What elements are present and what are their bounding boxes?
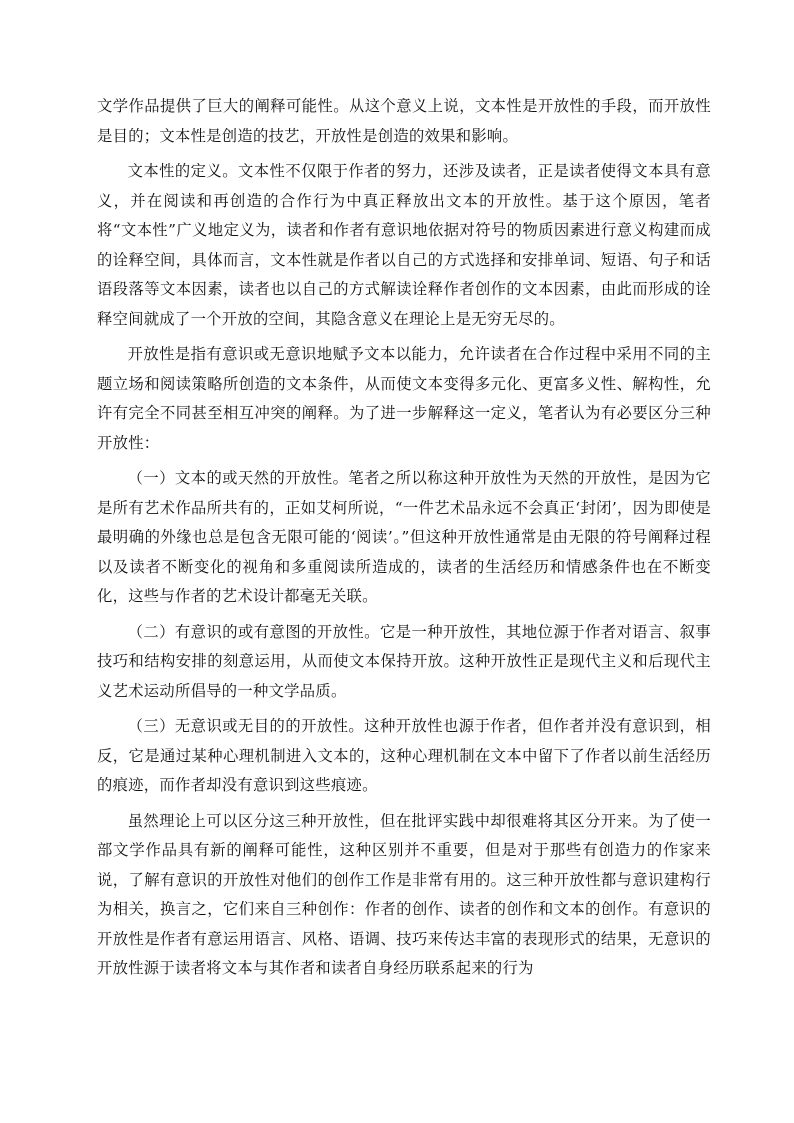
paragraph-openness-definition: 开放性是指有意识或无意识地赋予文本以能力，允许读者在合作过程中采用不同的主题立场和阅读策略所创造的文本条件，从而使文本变得多元化、更富多义性、解构性，允许有完全不同甚至相互冲突的阐释。为了进一步解释这一定义，笔者认为有必要区分三种开放性： bbox=[97, 345, 711, 452]
paragraph-intentional-openness: （二）有意识的或有意图的开放性。它是一种开放性，其地位源于作者对语言、叙事技巧和结构安排的刻意运用，从而使文本保持开放。这种开放性正是现代主义和后现代主义艺术运动所倡导的一种文学品质。 bbox=[97, 622, 711, 700]
paragraph-unconscious-openness: （三）无意识或无目的的开放性。这种开放性也源于作者，但作者并没有意识到，相反，它是通过某种心理机制进入文本的，这种心理机制在文本中留下了作者以前生活经历的痕迹，而作者却没有意识到这些痕迹。 bbox=[97, 717, 711, 794]
paragraph-textuality-definition: 文本性的定义。文本性不仅限于作者的努力，还涉及读者，正是读者使得文本具有意义，并在阅读和再创造的合作行为中真正释放出文本的开放性。基于这个原因，笔者将“文本性”广义地定义为，读者和作者有意识地依据对符号的物质因素进行意义构建而成的诠释空间，具体而言，文本性就是作者以自己的方式选择和安排单词、短语、句子和话语段落等文本因素，读者也以自己的方式解读诠释作者创作的文本因素，由此而形成的诠释空间就成了一个开放的空间，其隐含意义在理论上是无穷无尽的。 bbox=[97, 162, 711, 328]
paragraph-distinction: 虽然理论上可以区分这三种开放性，但在批评实践中却很难将其区分开来。为了使一部文学作品具有新的阐释可能性，这种区别并不重要，但是对于那些有创造力的作家来说，了解有意识的开放性对他们的创作工作是非常有用的。这三种开放性都与意识建构行为相关，换言之，它们来自三种创作：作者的创作、读者的创作和文本的创作。有意识的开放性是作者有意运用语言、风格、语调、技巧来传达丰富的表现形式的结果，无意识的开放性源于读者将文本与其作者和读者自身经历联系起来的行为 bbox=[97, 811, 711, 977]
paragraph-1: 文学作品提供了巨大的阐释可能性。从这个意义上说，文本性是开放性的手段，而开放性是目的；文本性是创造的技艺，开放性是创造的效果和影响。 bbox=[97, 97, 711, 145]
paragraph-natural-openness: （一）文本的或天然的开放性。笔者之所以称这种开放性为天然的开放性，是因为它是所有艺术作品所共有的，正如艾柯所说，“一件艺术品永远不会真正‘封闭’，因为即使是最明确的外缘也总是包含无限可能的‘阅读’。”但这种开放性通常是由无限的符号阐释过程以及读者不断变化的视角和多重阅读所造成的，读者的生活经历和情感条件也在不断变化，这些与作者的艺术设计都毫无关联。 bbox=[97, 469, 711, 605]
document-page bbox=[97, 92, 711, 990]
